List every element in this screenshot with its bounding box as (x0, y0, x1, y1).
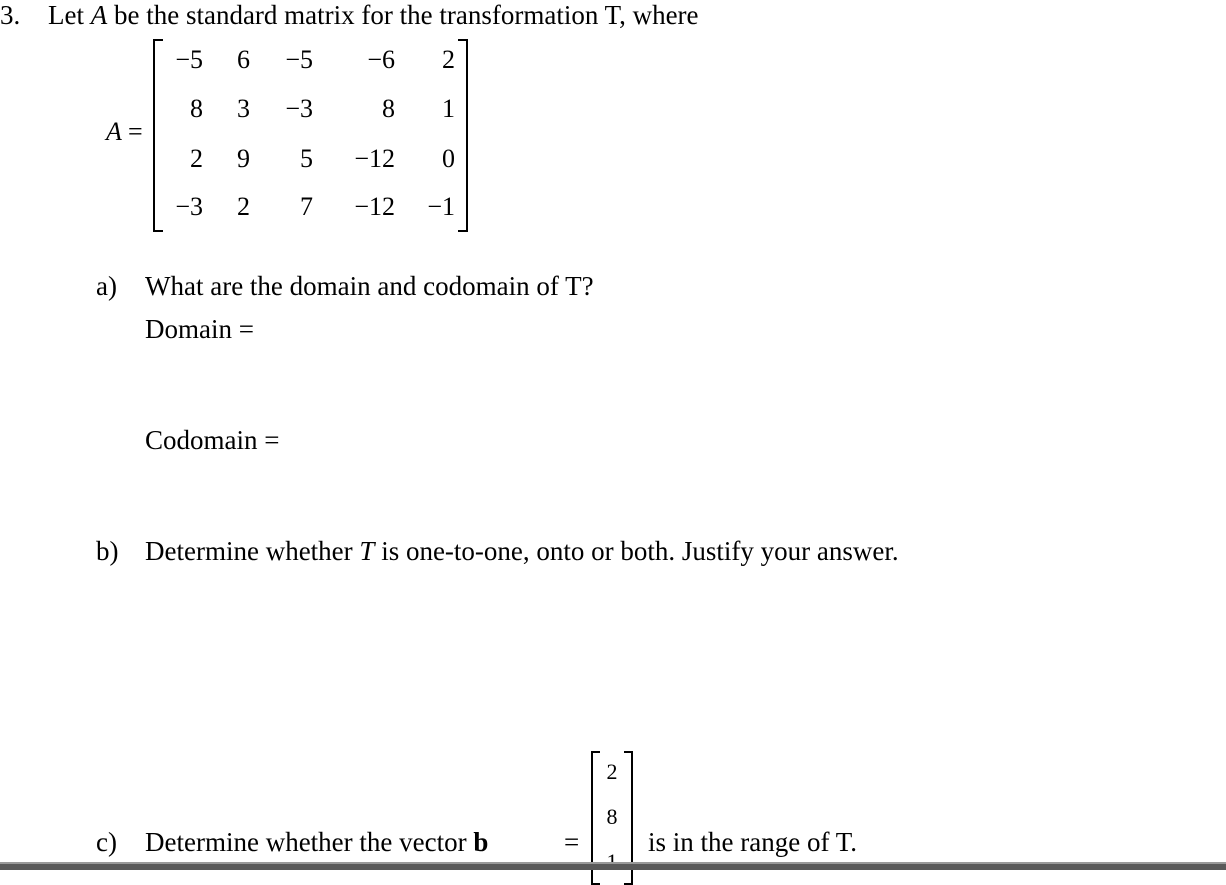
part-a-question: What are the domain and codomain of T? (145, 271, 594, 301)
matrix-entry: −5 (175, 45, 203, 74)
vector-entry: 2 (606, 759, 618, 784)
matrix-entry: −6 (367, 45, 395, 74)
matrix-entry: −12 (354, 144, 395, 173)
domain-label: Domain = (145, 314, 254, 344)
matrix-entry: −1 (427, 192, 455, 221)
part-b-label: b) (96, 536, 119, 566)
matrix-entry: 2 (190, 144, 203, 173)
matrix-label: A (106, 117, 122, 146)
matrix-entry: 3 (237, 94, 250, 123)
part-a-label: a) (96, 271, 117, 301)
problem-number: 3. (0, 0, 21, 30)
matrix-equals: = (128, 117, 143, 146)
matrix-entry: 7 (300, 192, 313, 221)
matrix-entry: 0 (442, 144, 455, 173)
matrix-entry: −3 (175, 192, 203, 221)
part-b-T: T (359, 536, 375, 566)
matrix-entry: 5 (300, 144, 313, 173)
matrix-entry: 2 (442, 45, 455, 74)
vector-equals: = (564, 827, 580, 857)
matrix-entry: −3 (285, 94, 313, 123)
part-c-pre: Determine whether the vector (145, 827, 474, 857)
matrix-entry: 2 (237, 192, 250, 221)
codomain-label: Codomain = (145, 425, 280, 455)
window-bottom-edge (0, 864, 1226, 870)
matrix-entry: 9 (237, 144, 250, 173)
part-c-label: c) (96, 827, 117, 857)
part-b-pre: Determine whether (145, 536, 360, 566)
problem-intro (48, 2, 699, 29)
part-c-post: is in the range of T. (648, 827, 857, 857)
matrix-entry: 8 (382, 94, 395, 123)
part-b-post: is one-to-one, onto or both. Justify your answer. (374, 536, 899, 566)
part-c-question (145, 829, 488, 856)
matrix-entry: 6 (237, 45, 250, 74)
matrix-entry: 1 (442, 94, 455, 123)
matrix-entry: 8 (190, 94, 203, 123)
vector-entry: 8 (606, 804, 618, 829)
matrix-entry: −12 (354, 192, 395, 221)
part-b-question (145, 538, 899, 565)
matrix-entry: −5 (285, 45, 313, 74)
intro-post: be the standard matrix for the transformation T, where (107, 0, 699, 30)
vector-symbol: b (473, 827, 489, 857)
matrix-symbol: A (90, 0, 108, 30)
matrix-right-bracket (458, 39, 468, 232)
intro-pre: Let (48, 0, 91, 30)
